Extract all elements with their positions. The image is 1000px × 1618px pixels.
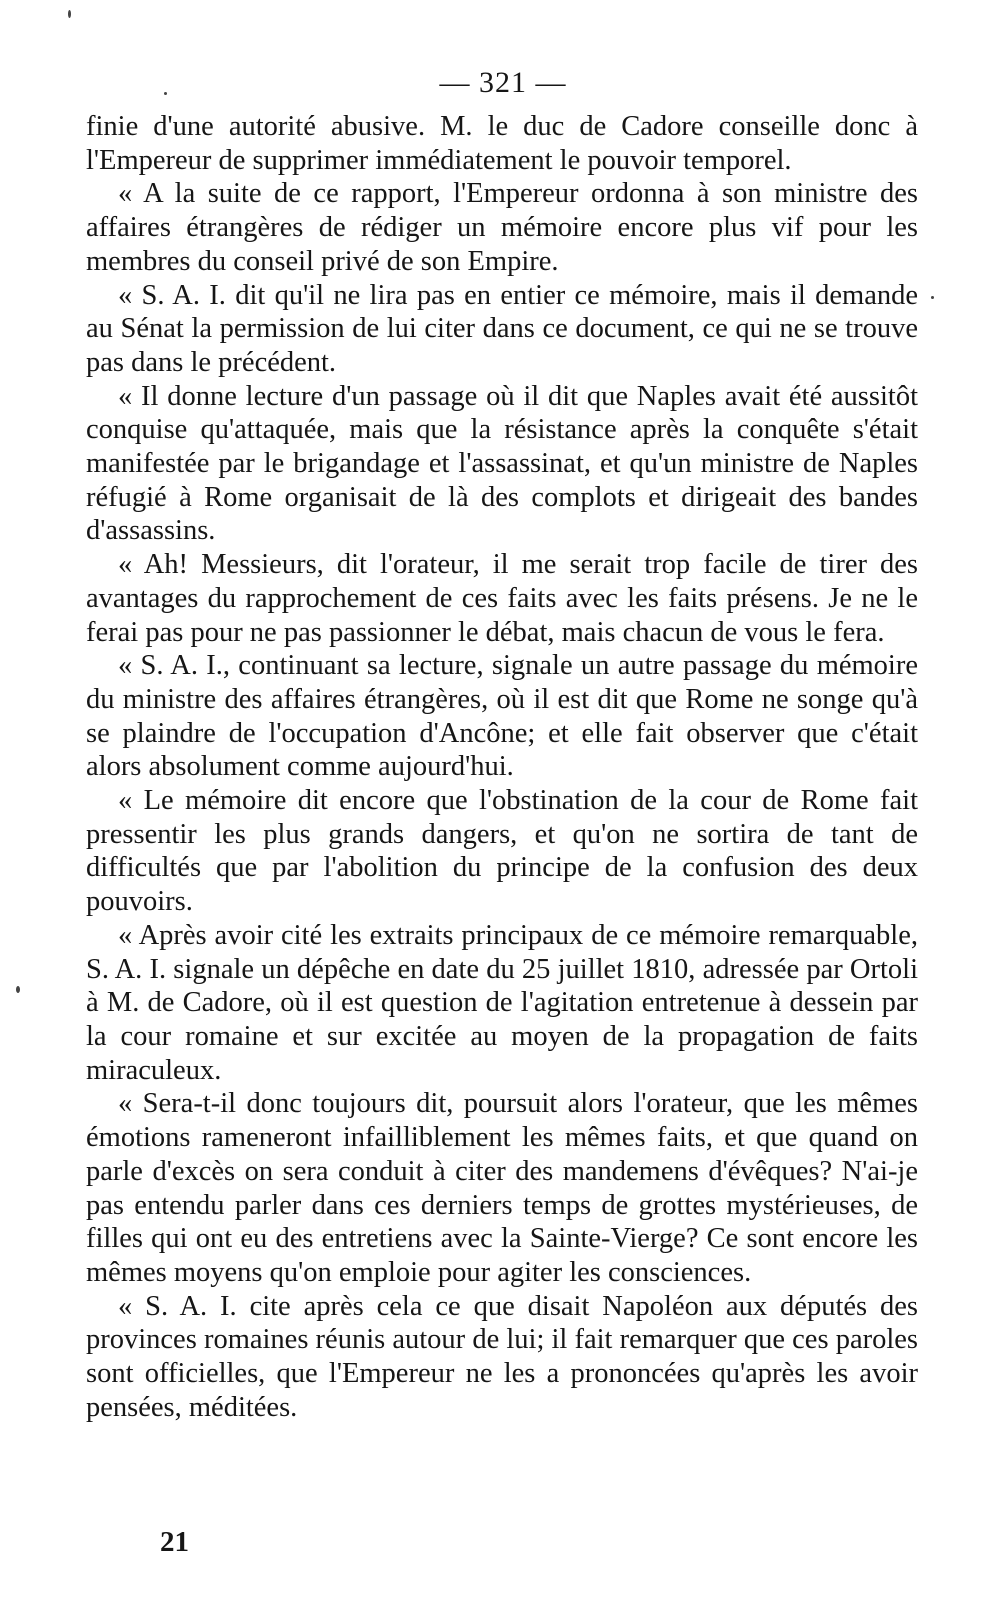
paragraph-1: finie d'une autorité abusive. M. le duc de Cadore conseille donc à l'Empereur de supprimer immédiatement le pouvoir temporel. [86,111,918,176]
paragraph-5: « Ah! Messieurs, dit l'orateur, il me serait trop facile de tirer des avantages du rapprochement de ces faits avec les faits présens. Je ne le ferai pas pour ne pas passionner le débat, mais chacun de vous le fera. [86,549,918,648]
paragraph-9: « Sera-t-il donc toujours dit, poursuit alors l'orateur, que les mêmes émotions rameneront infailliblement les mêmes faits, et que quand on parle d'excès on sera conduit à citer des mandemens d'évêques? N'ai-je pas entendu parler dans ces derniers temps de grottes mystérieuses, de filles qui ont eu des entretiens avec la Sainte-Vierge? Ce sont encore les mêmes moyens qu'on emploie pour agiter les consciences. [86,1088,918,1288]
paragraph-3: « S. A. I. dit qu'il ne lira pas en entier ce mémoire, mais il demande au Sénat la permission de lui citer dans ce document, ce qui ne se trouve pas dans le précédent. [86,279,918,378]
body-text [86,110,918,1424]
paragraph-2: « A la suite de ce rapport, l'Empereur ordonna à son ministre des affaires étrangères de rédiger un mémoire encore plus vif pour les membres du conseil privé de son Empire. [86,178,918,277]
paragraph-4: « Il donne lecture d'un passage où il dit que Naples avait été aussitôt conquise qu'attaquée, mais que la résistance après la conquête s'était manifestée par le brigandage et l'assassinat, et qu'un ministre de Naples réfugié à Rome organisait de là des complots et dirigeait des bandes d'assassins. [86,380,918,547]
scan-speck [68,10,71,18]
page-number: — 321 — [439,66,567,99]
scan-speck [931,296,934,299]
paragraph-6: « S. A. I., continuant sa lecture, signale un autre passage du mémoire du ministre des affaires étrangères, où il est dit que Rome ne songe qu'à se plaindre de l'occupation d'Ancône; et elle fait observer que c'était alors absolument comme aujourd'hui. [86,650,918,783]
paragraph-7: « Le mémoire dit encore que l'obstination de la cour de Rome fait pressentir les plus grands dangers, et qu'on ne sortira de tant de difficultés que par l'abolition du principe de la confusion des deux pouvoirs. [86,785,918,918]
signature-mark: 21 [160,1526,189,1558]
paragraph-10: « S. A. I. cite après cela ce que disait Napoléon aux députés des provinces romaines réunis autour de lui; il fait remarquer que ces paroles sont officielles, que l'Empereur ne les a prononcées qu'après les avoir pensées, méditées. [86,1290,918,1423]
paragraph-8: « Après avoir cité les extraits principaux de ce mémoire remarquable, S. A. I. signale un dépêche en date du 25 juillet 1810, adressée par Ortoli à M. de Cadore, où il est question de l'agitation entretenue à dessein par la cour romaine et sur excitée au moyen de la propagation de faits miraculeux. [86,919,918,1086]
scan-speck [164,92,167,95]
scan-speck [16,986,20,993]
